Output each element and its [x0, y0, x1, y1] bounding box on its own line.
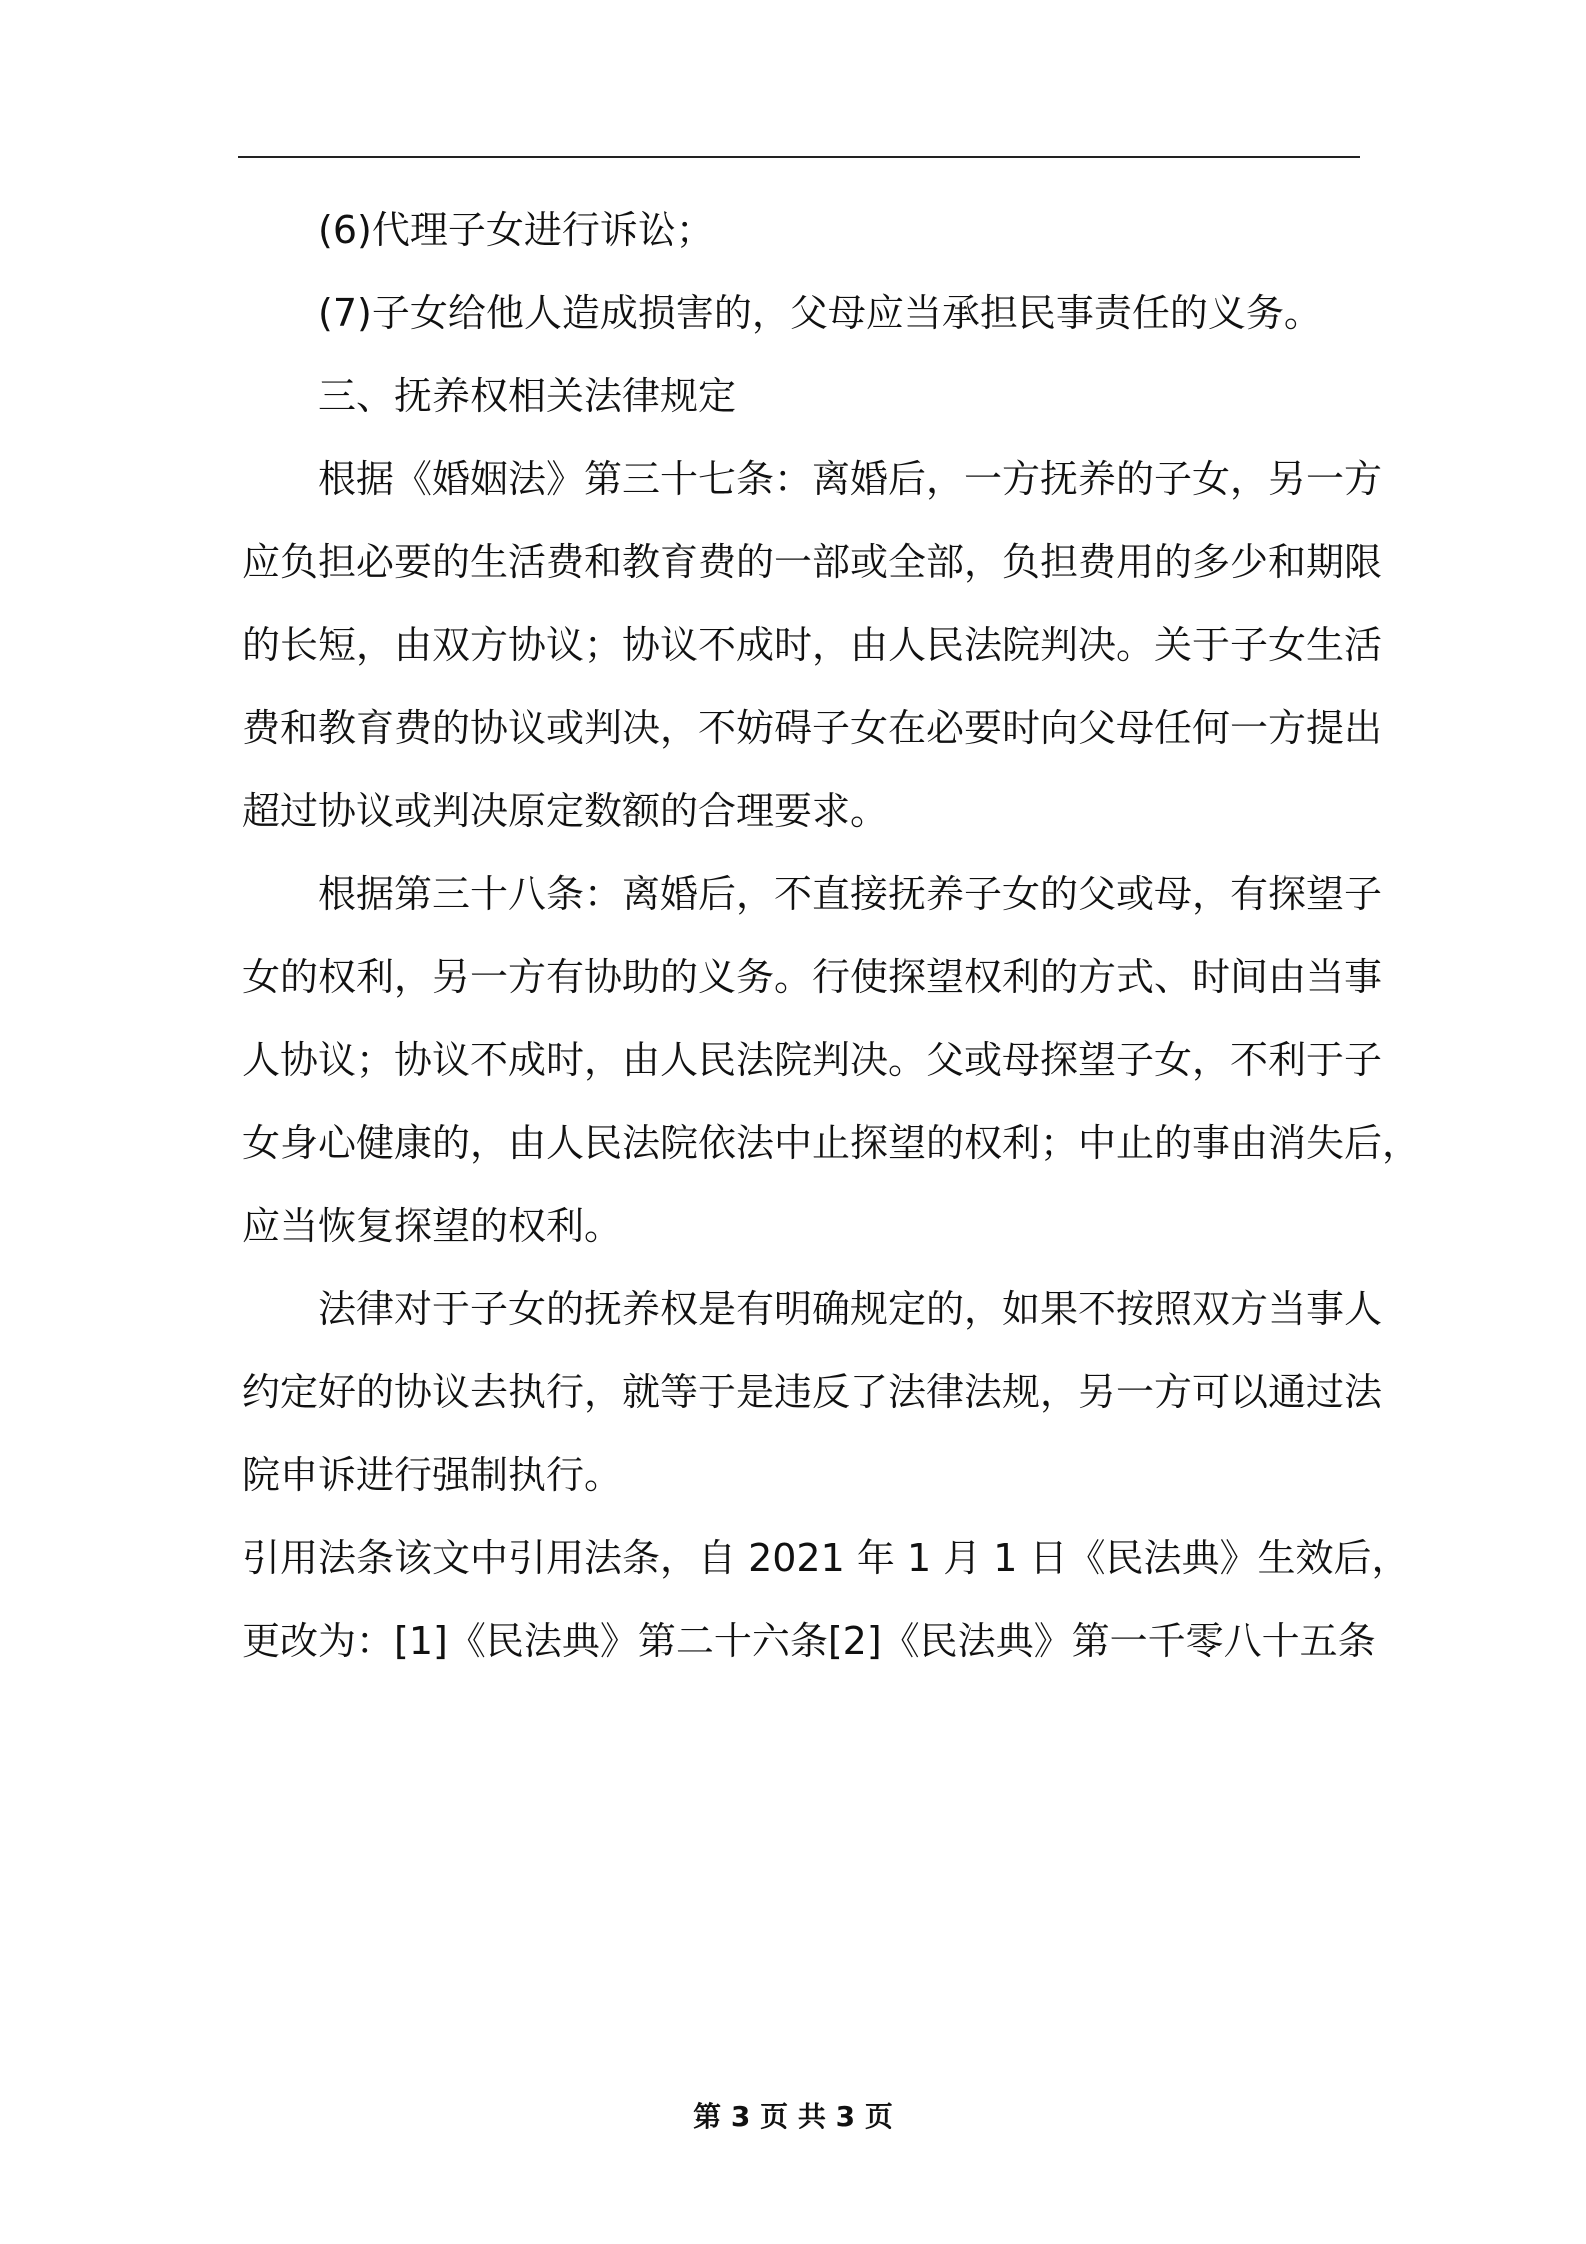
paragraph-line: 女的权利，另一方有协助的义务。行使探望权利的方式、时间由当事	[242, 955, 1383, 999]
paragraph-line: 超过协议或判决原定数额的合理要求。	[242, 789, 889, 833]
paragraph-line: 院申诉进行强制执行。	[242, 1453, 623, 1497]
citation-note-line: 更改为：[1]《民法典》第二十六条[2]《民法典》第一千零八十五条	[242, 1619, 1376, 1663]
paragraph-line: 女身心健康的，由人民法院依法中止探望的权利；中止的事由消失后，	[242, 1121, 1421, 1165]
paragraph-line: 应负担必要的生活费和教育费的一部或全部，负担费用的多少和期限	[242, 540, 1383, 584]
citation-note-line: 引用法条该文中引用法条，自 2021 年 1 月 1 日《民法典》生效后，	[242, 1536, 1410, 1580]
paragraph-line: 人协议；协议不成时，由人民法院判决。父或母探望子女，不利于子	[242, 1038, 1383, 1082]
paragraph-line: 的长短，由双方协议；协议不成时，由人民法院判决。关于子女生活	[242, 623, 1383, 667]
page-number: 第 3 页 共 3 页	[693, 2100, 893, 2133]
paragraph-line: 法律对于子女的抚养权是有明确规定的，如果不按照双方当事人	[318, 1287, 1383, 1331]
header-rule	[238, 156, 1360, 158]
paragraph-line: 费和教育费的协议或判决，不妨碍子女在必要时向父母任何一方提出	[242, 706, 1383, 750]
paragraph-line: 根据第三十八条：离婚后，不直接抚养子女的父或母，有探望子	[318, 872, 1383, 916]
list-item-6: (6)代理子女进行诉讼；	[318, 208, 714, 252]
list-item-7: (7)子女给他人造成损害的，父母应当承担民事责任的义务。	[318, 291, 1322, 335]
paragraph-line: 根据《婚姻法》第三十七条：离婚后，一方抚养的子女，另一方	[318, 457, 1383, 501]
section-heading: 三、抚养权相关法律规定	[318, 374, 737, 418]
paragraph-line: 约定好的协议去执行，就等于是违反了法律法规，另一方可以通过法	[242, 1370, 1383, 1414]
paragraph-line: 应当恢复探望的权利。	[242, 1204, 623, 1248]
